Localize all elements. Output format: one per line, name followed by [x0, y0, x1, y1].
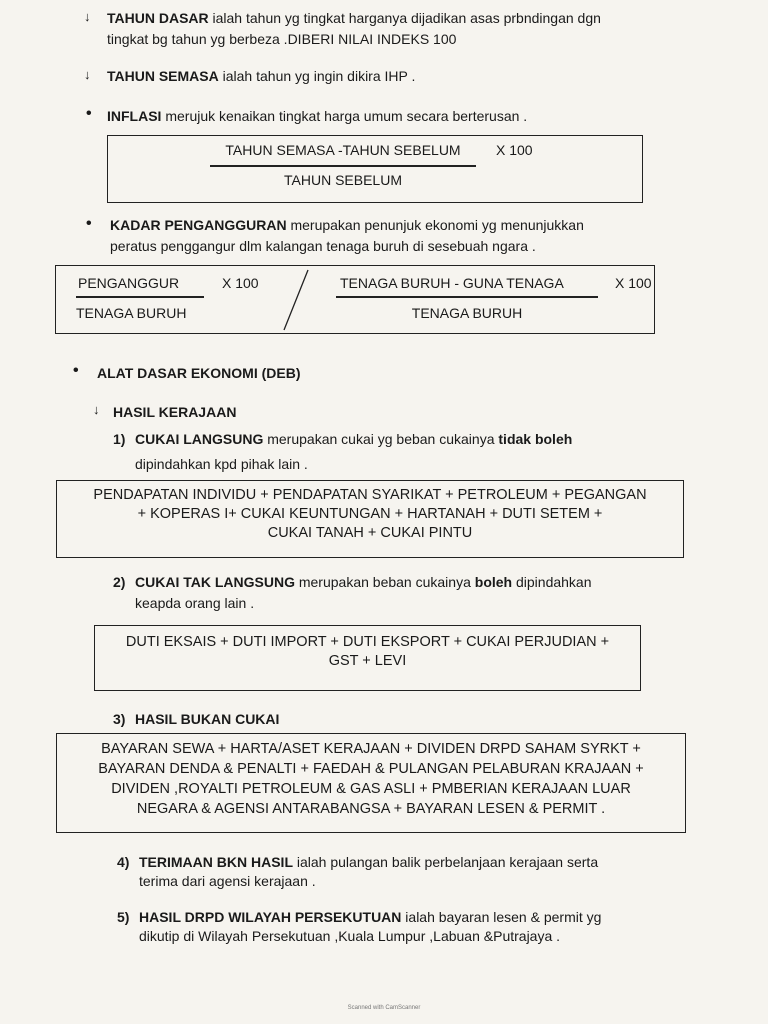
item4-line1 — [139, 853, 598, 871]
arrow-bullet-icon: ↓ — [84, 9, 91, 24]
bullet-dot-icon: • — [86, 105, 92, 122]
item5-line2: dikutip di Wilayah Persekutuan ,Kuala Lumpur ,Labuan &Putrajaya . — [139, 928, 561, 944]
arrow-bullet-icon: ↓ — [84, 67, 91, 82]
formula-inflasi-numerator: TAHUN SEMASA -TAHUN SEBELUM — [225, 142, 461, 158]
terimaan-bkn-hasil-term: TERIMAAN BKN HASIL — [139, 854, 293, 870]
item1-definition: merupakan cukai yg beban cukainya — [263, 431, 499, 447]
item5-line1 — [139, 908, 601, 926]
item1-line2: dipindahkan kpd pihak lain . — [135, 456, 308, 472]
hasil-wilayah-term: HASIL DRPD WILAYAH PERSEKUTUAN — [139, 909, 402, 925]
tahun-semasa-definition: ialah tahun yg ingin dikira IHP . — [218, 68, 416, 84]
formula-kadar-right-multiplier: X 100 — [615, 275, 652, 291]
tahun-dasar-definition: ialah tahun yg tingkat harganya dijadikan asas prbndingan dgn — [208, 10, 601, 26]
box1-line2: + KOPERAS I+ CUKAI KEUNTUNGAN + HARTANAH + DUTI SETEM + — [137, 506, 603, 522]
formula-kadar-right-denominator: TENAGA BURUH — [411, 305, 523, 321]
formula-kadar-left-denominator: TENAGA BURUH — [76, 305, 187, 321]
tahun-dasar-line2: tingkat bg tahun yg berbeza .DIBERI NILAI INDEKS 100 — [107, 31, 457, 47]
box3-line1: BAYARAN SEWA + HARTA/ASET KERAJAAN + DIVIDEN DRPD SAHAM SYRKT + — [101, 741, 641, 757]
bullet-dot-icon: • — [73, 362, 79, 379]
item2-line1 — [135, 573, 592, 591]
tahun-semasa-term: TAHUN SEMASA — [107, 68, 219, 84]
box2-line2: GST + LEVI — [328, 653, 407, 669]
inflasi-line — [107, 107, 527, 125]
item4-line2: terima dari agensi kerajaan . — [139, 873, 316, 889]
formula-kadar-left-numerator: PENGANGGUR — [78, 275, 180, 291]
formula-inflasi-denominator: TAHUN SEBELUM — [284, 172, 402, 188]
box3-line4: NEGARA & AGENSI ANTARABANGSA + BAYARAN LESEN & PERMIT . — [136, 801, 606, 817]
fraction-line — [210, 165, 476, 167]
deb-heading: ALAT DASAR EKONOMI (DEB) — [97, 365, 301, 381]
tahun-dasar-line1 — [107, 9, 601, 27]
inflasi-definition: merujuk kenaikan tingkat harga umum secara berterusan . — [161, 108, 528, 124]
fraction-line — [336, 296, 598, 298]
cukai-langsung-term: CUKAI LANGSUNG — [135, 431, 264, 447]
cukai-tak-langsung-box-text — [94, 633, 641, 671]
item5-definition: ialah bayaran lesen & permit yg — [401, 909, 602, 925]
item2-emphasis: boleh — [474, 574, 513, 590]
tahun-semasa-line — [107, 67, 415, 85]
box3-line2: BAYARAN DENDA & PENALTI + FAEDAH & PULANGAN PELABURAN KRAJAAN + — [98, 761, 644, 777]
item3-number: 3) — [113, 711, 126, 727]
item2-number: 2) — [113, 574, 126, 590]
tahun-dasar-term: TAHUN DASAR — [107, 10, 209, 26]
item4-number: 4) — [117, 854, 130, 870]
item5-number: 5) — [117, 909, 130, 925]
item2-line2: keapda orang lain . — [135, 595, 255, 611]
hasil-bukan-cukai-box-text — [56, 739, 686, 819]
hasil-bukan-cukai-heading: HASIL BUKAN CUKAI — [135, 711, 280, 727]
slash-divider-icon — [278, 268, 314, 332]
box1-line3: CUKAI TANAH + CUKAI PINTU — [267, 525, 473, 541]
item1-number: 1) — [113, 431, 126, 447]
scanner-watermark: Scanned with CamScanner — [347, 1005, 421, 1011]
kadar-term: KADAR PENGANGGURAN — [110, 217, 287, 233]
box2-line1: DUTI EKSAIS + DUTI IMPORT + DUTI EKSPORT + CUKAI PERJUDIAN + — [125, 634, 610, 650]
formula-kadar-left-multiplier: X 100 — [222, 275, 259, 291]
inflasi-term: INFLASI — [107, 108, 162, 124]
formula-kadar-right-numerator: TENAGA BURUH - GUNA TENAGA — [340, 275, 564, 291]
item2-definition-end: dipindahkan — [512, 574, 592, 590]
item2-definition: merupakan beban cukainya — [294, 574, 475, 590]
item4-definition: ialah pulangan balik perbelanjaan kerajaan serta — [293, 854, 599, 870]
arrow-bullet-icon: ↓ — [93, 402, 100, 417]
cukai-langsung-box-text — [56, 486, 684, 543]
item1-line1 — [135, 430, 572, 448]
item1-emphasis: tidak boleh — [498, 431, 573, 447]
kadar-line1 — [110, 216, 584, 234]
fraction-line — [76, 296, 204, 298]
kadar-definition: merupakan penunjuk ekonomi yg menunjukkan — [286, 217, 584, 233]
kadar-line2: peratus penggangur dlm kalangan tenaga buruh di sesebuah ngara . — [110, 238, 536, 254]
formula-inflasi-multiplier: X 100 — [496, 142, 533, 158]
cukai-tak-langsung-term: CUKAI TAK LANGSUNG — [135, 574, 295, 590]
hasil-kerajaan-heading: HASIL KERAJAAN — [113, 404, 237, 420]
bullet-dot-icon: • — [86, 215, 92, 232]
box1-line1: PENDAPATAN INDIVIDU + PENDAPATAN SYARIKAT + PETROLEUM + PEGANGAN — [93, 487, 647, 503]
box3-line3: DIVIDEN ,ROYALTI PETROLEUM & GAS ASLI + PMBERIAN KERAJAAN LUAR — [111, 781, 631, 797]
